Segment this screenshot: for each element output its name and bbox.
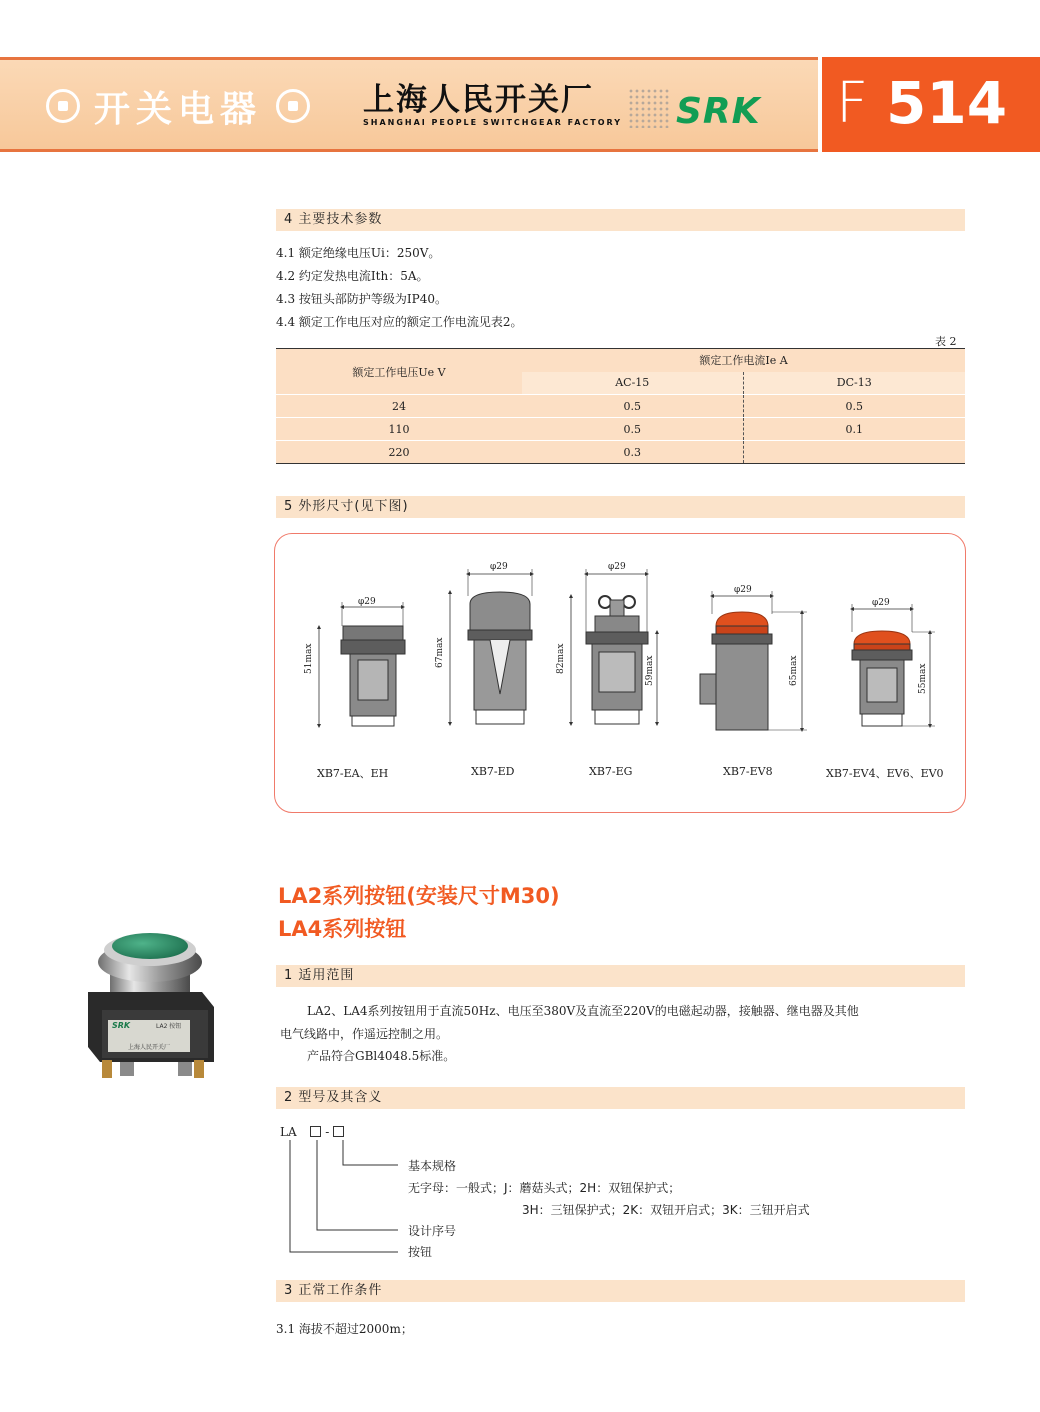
dimension-label: φ29 [734,585,752,595]
category-title-text: 开关电器 [94,88,263,130]
product-title: LA4系列按钮 [278,917,407,941]
model-label: XB7-EV4、EV6、EV0 [826,767,944,780]
category-title [46,83,310,129]
table-header-current: 额定工作电流Ie A [522,349,965,372]
model-label: XB7-EV8 [723,765,773,778]
code-spec-line: 3H：三钮保护式；2K：双钮开启式；3K：三钮开启式 [522,1203,810,1217]
dot-pattern-logo [628,88,670,128]
table-cell: 24 [276,395,522,418]
code-box [310,1126,321,1137]
dimension-panel [274,533,966,813]
diagram-xb7-eg [571,569,657,724]
paragraph: 电气线路中，作遥远控制之用。 [280,1027,449,1041]
condition-item: 3.1 海拔不超过2000m； [276,1322,413,1336]
photo-label-text: LA2 按钮 [156,1023,182,1030]
diagram-xb7-ea [319,602,405,726]
code-label-spec: 基本规格 [408,1159,457,1173]
table-cell: 0.1 [743,418,965,441]
paragraph: LA2、LA4系列按钮用于直流50Hz、电压至380V及直流至220V的电磁起动器，接触器、继电器及其他 [307,1004,859,1018]
spec-item: 4.1 额定绝缘电压Ui：250V。 [276,246,441,260]
table-cell: 0.5 [522,418,743,441]
dimension-label: φ29 [490,562,508,572]
product-title: LA2系列按钮(安装尺寸M30) [278,884,560,908]
page-number: 514 [886,69,1008,137]
code-label-design: 设计序号 [408,1224,457,1238]
header-band [0,57,818,152]
model-code [280,1125,344,1139]
paragraph: 产品符合GBl4048.5标准。 [307,1049,456,1063]
diagram-xb7-ed [450,569,532,724]
model-code-prefix: LA [280,1125,297,1139]
page-header [0,57,1040,152]
table-subheader-ac: AC-15 [522,372,743,395]
dimension-label: φ29 [608,562,626,572]
dimension-label: φ29 [872,598,890,608]
product-photo [80,922,230,1092]
push-button-illustration [80,922,230,1092]
photo-brand-text: SRK [112,1021,131,1030]
dimension-label: 65max [789,655,799,686]
factory-name [363,82,622,127]
dimension-label: 55max [918,663,928,694]
dimension-label: 59max [645,655,655,686]
table-caption: 表 2 [935,335,957,348]
code-box [333,1126,344,1137]
page-code [818,57,1040,152]
table-cell: 0.3 [522,441,743,464]
brand-logo: SRK [676,91,761,132]
table-subheader-dc: DC-13 [743,372,965,395]
bullet-icon [46,89,80,123]
page-code-letter: F [836,71,869,136]
table-cell: 220 [276,441,522,464]
table-header-voltage: 额定工作电压Ue V [276,349,522,395]
code-label-button: 按钮 [408,1245,433,1259]
dimension-label: φ29 [358,597,376,607]
model-code-separator: - [325,1125,330,1139]
table-cell: 0.5 [522,395,743,418]
spec-item: 4.3 按钮头部防护等级为IP40。 [276,292,447,306]
table-row [276,441,965,464]
section-heading: 1 适用范围 [276,965,965,987]
section-heading: 4 主要技术参数 [276,209,965,231]
table-cell: 0.5 [743,395,965,418]
bullet-icon [276,89,310,123]
model-label: XB7-ED [471,765,515,778]
table-cell [743,441,965,464]
spec-item: 4.4 额定工作电压对应的额定工作电流见表2。 [276,315,523,329]
dimension-label: 51max [304,643,314,674]
spec-item: 4.2 约定发热电流Ith：5A。 [276,269,429,283]
section-heading: 3 正常工作条件 [276,1280,965,1302]
factory-name-cn: 上海人民开关厂 [363,82,594,118]
model-label: XB7-EA、EH [317,767,389,780]
model-code-tree [280,1140,410,1255]
current-table [276,348,965,464]
table-cell: 110 [276,418,522,441]
dimension-label: 82max [556,643,566,674]
section-heading: 5 外形尺寸(见下图) [276,496,965,518]
table-row [276,418,965,441]
factory-name-en: SHANGHAI PEOPLE SWITCHGEAR FACTORY [363,118,623,127]
dimension-label: 67max [435,637,445,668]
table-row [276,395,965,418]
photo-maker-text: 上海人民开关厂 [128,1044,171,1051]
section-heading: 2 型号及其含义 [276,1087,965,1109]
model-label: XB7-EG [589,765,633,778]
code-spec-line: 无字母：一般式；J：蘑菇头式；2H：双钮保护式； [408,1181,681,1195]
